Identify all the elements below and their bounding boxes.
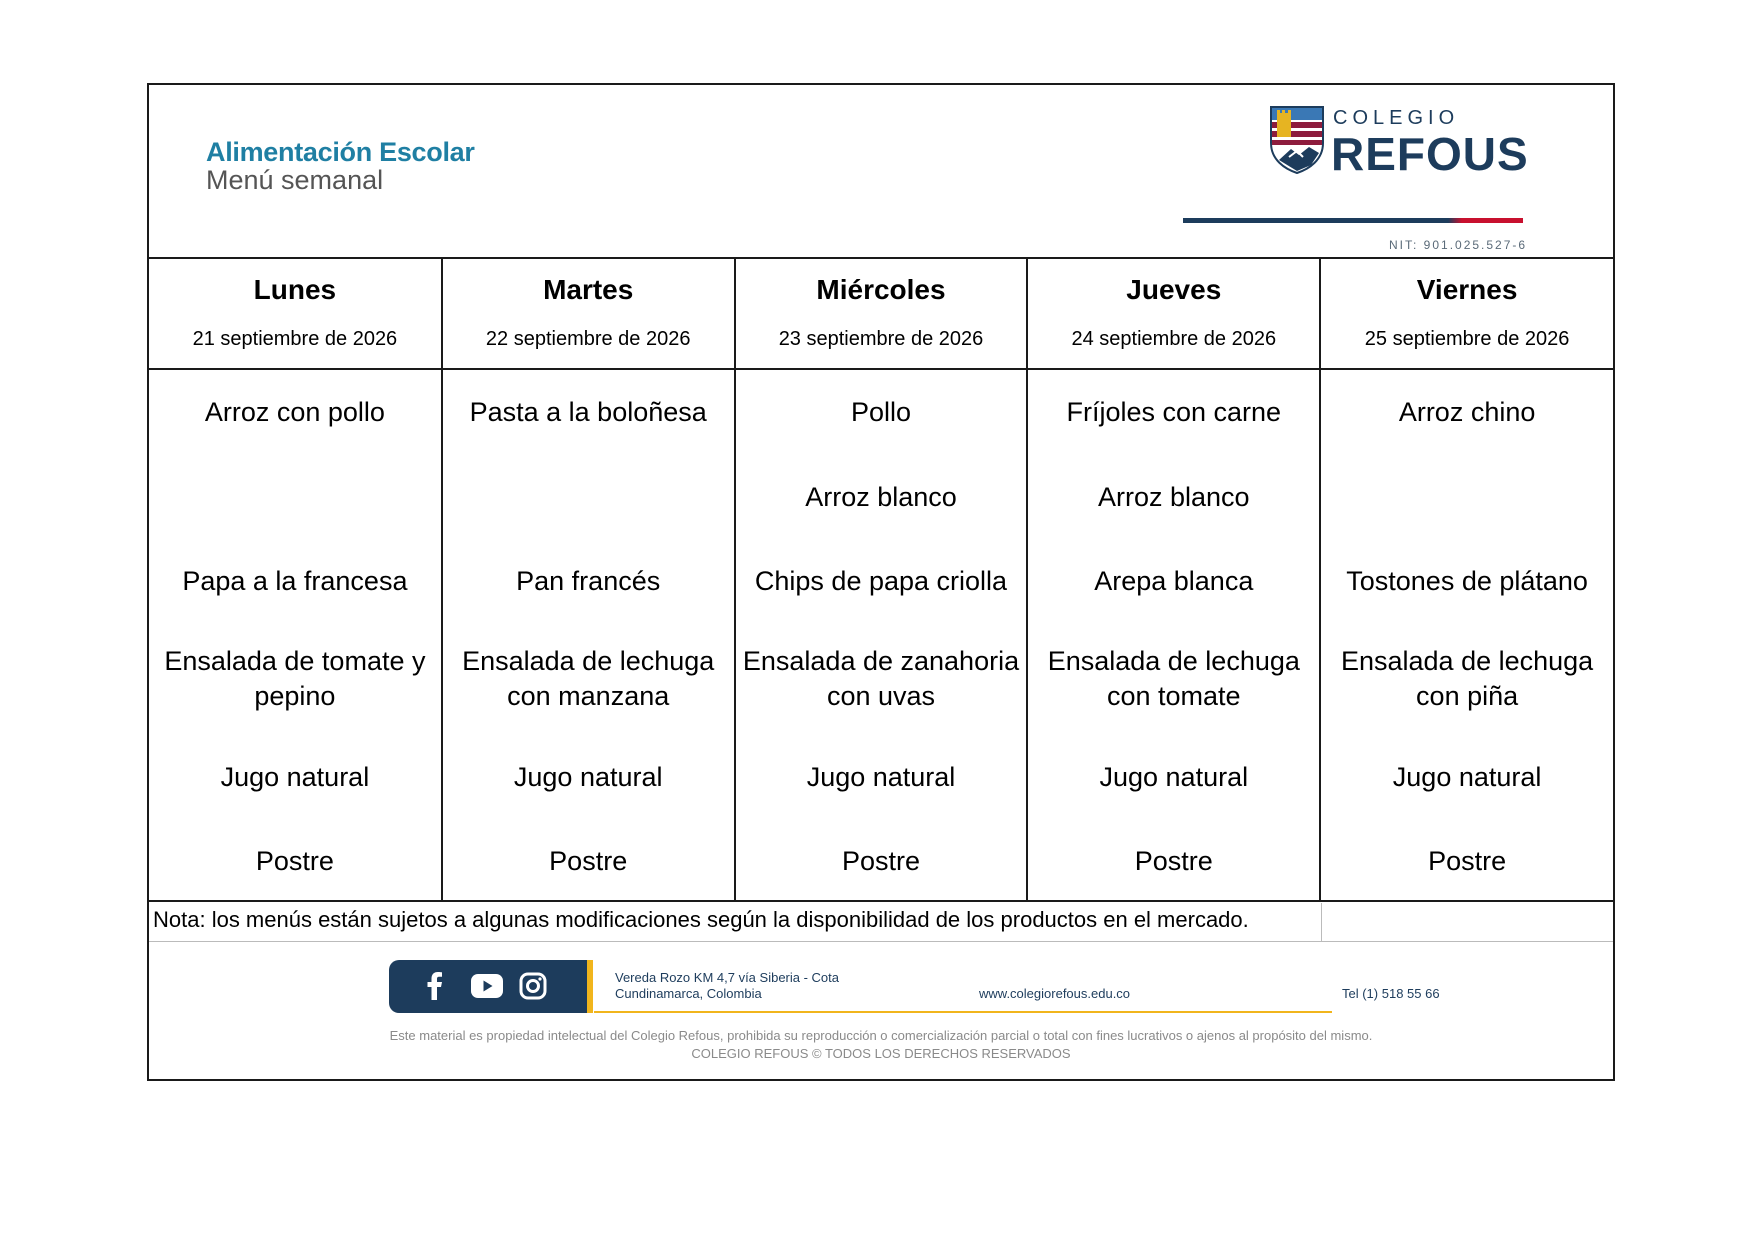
document-title: Alimentación Escolar	[206, 137, 475, 167]
dish-main: Pasta a la boloñesa	[469, 397, 707, 427]
dish-main: Arroz con pollo	[204, 397, 385, 427]
dish-drink: Jugo natural	[806, 762, 956, 792]
day-name: Lunes	[253, 274, 337, 305]
dish-starch: Pan francés	[516, 566, 661, 596]
dishes-lunes	[149, 369, 442, 901]
document-title-block	[206, 138, 475, 195]
day-header-lunes	[149, 257, 442, 369]
menu-note	[149, 903, 1613, 942]
day-header-row	[149, 257, 1613, 369]
legal-notice	[149, 1027, 1613, 1063]
dish-side: Arroz blanco	[1098, 482, 1250, 512]
dishes-jueves	[1027, 369, 1320, 901]
day-header-jueves	[1027, 257, 1320, 369]
dish-drink: Jugo natural	[1099, 762, 1249, 792]
dish-salad: Ensalada de lechuga con tomate	[1047, 646, 1300, 711]
school-address	[615, 970, 839, 1002]
copyright-text: COLEGIO REFOUS © TODOS LOS DERECHOS RESERVADOS	[691, 1046, 1071, 1061]
legal-text: Este material es propiedad intelectual del Colegio Refous, prohibida su reproducción o comercialización parcial o total con fines lucrativos o ajenos al propósito del mismo.	[389, 1028, 1373, 1043]
day-header-martes	[442, 257, 735, 369]
school-phone: Tel (1) 518 55 66	[1342, 986, 1440, 1001]
dish-main: Pollo	[850, 397, 912, 427]
note-text: Nota: los menús están sujetos a algunas modificaciones según la disponibilidad de los productos en el mercado.	[153, 907, 1249, 932]
day-name: Miércoles	[816, 274, 946, 305]
day-date: 22 septiembre de 2026	[485, 328, 691, 350]
address-line-2: Cundinamarca, Colombia	[615, 986, 762, 1001]
dishes-martes	[442, 369, 735, 901]
dish-main: Fríjoles con carne	[1066, 397, 1282, 427]
school-crest-icon	[1269, 105, 1325, 175]
dish-starch: Tostones de plátano	[1346, 566, 1588, 596]
social-bar-accent	[587, 960, 593, 1013]
facebook-icon[interactable]	[427, 972, 443, 1000]
weekly-menu-table	[149, 257, 1613, 902]
dish-salad: Ensalada de zanahoria con uvas	[742, 646, 1020, 711]
dish-drink: Jugo natural	[1392, 762, 1542, 792]
dish-dessert: Postre	[1134, 846, 1213, 876]
school-website-link[interactable]: www.colegiorefous.edu.co	[979, 986, 1131, 1001]
school-logo	[1269, 105, 1599, 252]
dish-dessert: Postre	[1428, 846, 1507, 876]
day-date: 24 septiembre de 2026	[1071, 328, 1277, 350]
address-line-1: Vereda Rozo KM 4,7 vía Siberia - Cota	[615, 970, 840, 985]
footer-accent-line	[594, 1011, 1332, 1013]
dish-starch: Arepa blanca	[1094, 566, 1254, 596]
day-date: 23 septiembre de 2026	[778, 328, 984, 350]
dish-drink: Jugo natural	[220, 762, 370, 792]
logo-rule	[1183, 218, 1523, 223]
dish-side: Arroz blanco	[805, 482, 957, 512]
document-subtitle: Menú semanal	[206, 165, 384, 196]
dishes-row	[149, 369, 1613, 901]
day-date: 25 septiembre de 2026	[1364, 328, 1570, 350]
day-name: Viernes	[1416, 274, 1518, 305]
day-name: Jueves	[1126, 274, 1222, 305]
document-footer	[149, 955, 1613, 1075]
logo-big-text: REFOUS	[1331, 128, 1529, 180]
dish-salad: Ensalada de tomate y pepino	[164, 646, 426, 711]
dish-drink: Jugo natural	[513, 762, 663, 792]
social-links-bar	[389, 960, 587, 1013]
dish-salad: Ensalada de lechuga con manzana	[462, 646, 715, 711]
note-cell-divider	[1321, 903, 1322, 941]
logo-small-text: COLEGIO	[1333, 107, 1460, 129]
instagram-icon[interactable]	[519, 972, 547, 1000]
menu-document	[147, 83, 1615, 1081]
day-name: Martes	[543, 274, 634, 305]
dishes-miercoles	[735, 369, 1028, 901]
dish-starch: Papa a la francesa	[182, 566, 408, 596]
dish-salad: Ensalada de lechuga con piña	[1340, 646, 1594, 711]
dish-dessert: Postre	[255, 846, 334, 876]
dish-main: Arroz chino	[1398, 397, 1536, 427]
dish-starch: Chips de papa criolla	[754, 566, 1008, 596]
youtube-icon[interactable]	[471, 974, 503, 998]
dishes-viernes	[1320, 369, 1613, 901]
day-date: 21 septiembre de 2026	[192, 328, 398, 350]
day-header-miercoles	[735, 257, 1028, 369]
dish-dessert: Postre	[841, 846, 921, 876]
dish-dessert: Postre	[549, 846, 628, 876]
day-header-viernes	[1320, 257, 1613, 369]
document-header	[149, 85, 1613, 259]
nit-number: NIT: 901.025.527-6	[1389, 238, 1528, 252]
